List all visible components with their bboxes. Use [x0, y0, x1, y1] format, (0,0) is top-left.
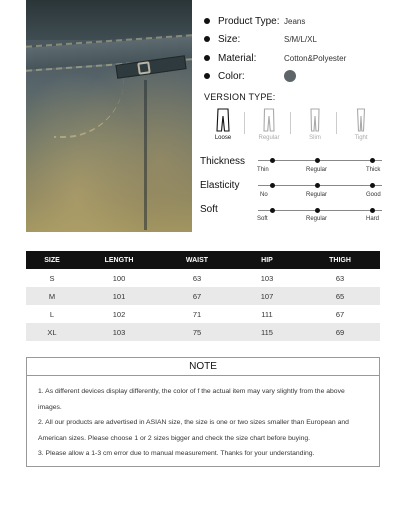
note-line: images.: [38, 403, 62, 411]
scale-tick: Thick: [366, 167, 381, 173]
column-header: HIP: [234, 251, 300, 269]
table-cell: 102: [78, 305, 160, 323]
table-cell: S: [26, 269, 78, 287]
table-cell: L: [26, 305, 78, 323]
bullet-icon: [204, 73, 210, 79]
belt-buckle: [137, 61, 151, 75]
scale-dot: [270, 158, 275, 163]
table-header-row: [26, 251, 380, 269]
slim-pants-icon: [308, 108, 322, 132]
table-cell: 67: [300, 305, 380, 323]
table-cell: 115: [234, 323, 300, 341]
version-loose[interactable]: [204, 108, 242, 141]
scale-dot: [370, 208, 375, 213]
spec-label: Material:: [218, 52, 257, 64]
table-cell: M: [26, 287, 78, 305]
column-header: SIZE: [26, 251, 78, 269]
table-row: [26, 287, 380, 305]
table-cell: 107: [234, 287, 300, 305]
soft-scale-line: [258, 210, 382, 211]
scale-tick: Regular: [306, 216, 328, 222]
thickness-scale-line: [258, 160, 382, 161]
scale-dot: [270, 208, 275, 213]
note-line: 1. As different devices display differently, the color of f the actual item may vary slightly from the above: [38, 388, 345, 395]
loose-pants-icon: [216, 108, 230, 132]
scale-dot-selected[interactable]: [315, 158, 320, 163]
thickness-title: Thickness: [200, 156, 246, 167]
spec-material: [204, 50, 346, 66]
scale-tick: Hard: [366, 216, 380, 222]
table-cell: 69: [300, 323, 380, 341]
note-box: [26, 357, 380, 467]
regular-pants-icon: [262, 108, 276, 132]
divider: [336, 112, 337, 134]
table-cell: 111: [234, 305, 300, 323]
scale-tick: Regular: [306, 167, 328, 173]
table-cell: 75: [160, 323, 234, 341]
jeans-fly: [144, 80, 147, 230]
scale-tick: Regular: [306, 192, 328, 198]
spec-value: Jeans: [284, 16, 306, 26]
table-row: [26, 323, 380, 341]
table-row: [26, 305, 380, 323]
divider: [290, 112, 291, 134]
version-type-options: [204, 108, 384, 150]
spec-label: Size:: [218, 33, 241, 45]
size-chart-table: [26, 251, 380, 341]
version-label: Slim: [309, 135, 321, 141]
column-header: WAIST: [160, 251, 234, 269]
color-swatch[interactable]: [284, 70, 296, 82]
divider: [244, 112, 245, 134]
scale-dot: [370, 158, 375, 163]
table-cell: 103: [234, 269, 300, 287]
table-row: [26, 269, 380, 287]
table-cell: 100: [78, 269, 160, 287]
bullet-icon: [204, 55, 210, 61]
tight-pants-icon: [354, 108, 368, 132]
table-cell: 71: [160, 305, 234, 323]
scale-dot-selected[interactable]: [315, 183, 320, 188]
version-regular[interactable]: [250, 108, 288, 141]
soft-title: Soft: [200, 204, 218, 215]
product-photo: [26, 0, 192, 232]
table-cell: 63: [300, 269, 380, 287]
scale-dot: [270, 183, 275, 188]
scale-dot: [370, 183, 375, 188]
version-slim[interactable]: [296, 108, 334, 141]
bullet-icon: [204, 36, 210, 42]
note-line: American sizes. Please choose 1 or 2 sizes bigger and check the size chart before buying.: [38, 434, 311, 442]
table-cell: 103: [78, 323, 160, 341]
bullet-icon: [204, 18, 210, 24]
version-label: Regular: [258, 135, 280, 141]
column-header: THIGH: [300, 251, 380, 269]
table-cell: 65: [300, 287, 380, 305]
version-label: Tight: [354, 135, 368, 141]
scale-tick: Soft: [257, 216, 268, 222]
spec-label: Product Type:: [218, 15, 280, 27]
note-title: NOTE: [27, 358, 379, 376]
note-body: [38, 384, 374, 462]
jeans-pocket: [54, 78, 124, 138]
scale-tick: No: [260, 192, 268, 198]
elasticity-title: Elasticity: [200, 180, 240, 191]
scale-dot-selected[interactable]: [315, 208, 320, 213]
spec-value: S/M/L/XL: [284, 34, 317, 44]
table-cell: 67: [160, 287, 234, 305]
spec-label: Color:: [218, 70, 245, 82]
scale-tick: Good: [366, 192, 381, 198]
scale-tick: Thin: [257, 167, 269, 173]
spec-product-type: [204, 13, 305, 29]
note-line: 2. All our products are advertised in ASIAN size, the size is one or two sizes smaller than European and: [38, 419, 349, 426]
column-header: LENGTH: [78, 251, 160, 269]
elasticity-scale-line: [258, 185, 382, 186]
spec-color: [204, 68, 296, 84]
spec-value: Cotton&Polyester: [284, 53, 347, 63]
note-line: 3. Please allow a 1-3 cm error due to manual measurement. Thanks for your understanding.: [38, 450, 315, 457]
table-cell: 63: [160, 269, 234, 287]
version-label: Loose: [214, 135, 232, 141]
table-cell: 101: [78, 287, 160, 305]
photo-background: [26, 0, 192, 40]
table-cell: XL: [26, 323, 78, 341]
version-tight[interactable]: [342, 108, 380, 141]
spec-size: [204, 31, 317, 47]
version-title: VERSION TYPE:: [204, 92, 276, 102]
